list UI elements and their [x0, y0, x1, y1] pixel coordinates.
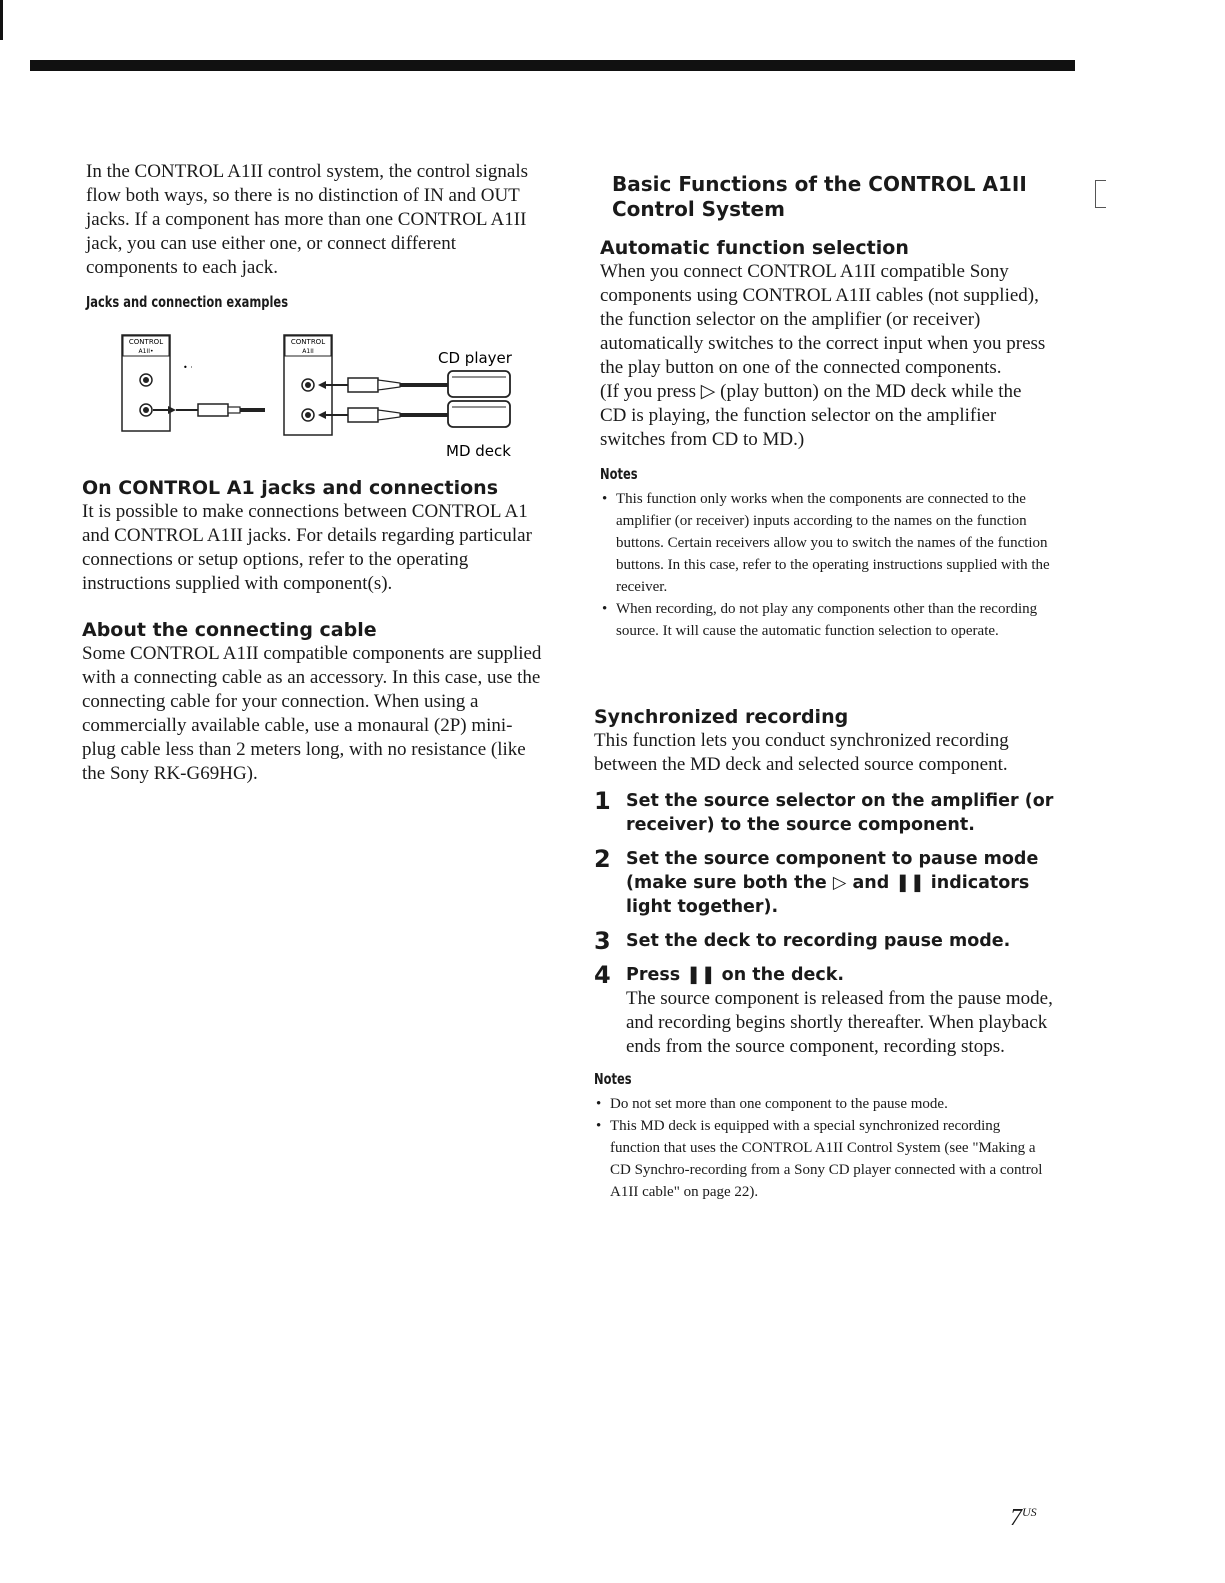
auto-function-heading: Automatic function selection: [600, 237, 909, 259]
margin-tab-marker: [1095, 180, 1106, 208]
step-3: [594, 929, 1054, 953]
jack-label-left: CONTROL: [128, 338, 164, 346]
auto-function-example: (If you press ▷ (play button) on the MD deck while the CD is playing, the function selector on the amplifier switches from CD to MD.): [600, 381, 1022, 450]
cd-player-unit: [448, 371, 510, 397]
section1-body: It is possible to make connections between CONTROL A1 and CONTROL A1II jacks. For details regarding particular connections or setup options, refer to the operating instructions supplied with component(s).: [82, 501, 532, 594]
step-4: [594, 963, 1054, 1059]
page-number: [1010, 1505, 1037, 1532]
header-rule: [30, 60, 1075, 71]
auto-function-body: When you connect CONTROL A1II compatible Sony components using CONTROL A1II cables (not supplied), the function selector on the amplifier (or receiver) automatically switches to the correct input when you press the play button on one of the connected components.: [600, 261, 1046, 378]
plug-left: [198, 404, 228, 416]
section-title: [612, 172, 1032, 222]
diagram-heading: Jacks and connection examples: [86, 293, 289, 311]
section1-heading: On CONTROL A1 jacks and connections: [82, 477, 499, 499]
step-number: 1: [594, 787, 611, 815]
step-number: 2: [594, 845, 611, 873]
plug-cd: [348, 378, 378, 392]
sync-section: [594, 705, 1054, 1203]
step-title: Press ❚❚ on the deck.: [626, 965, 845, 985]
sync-body: This function lets you conduct synchronized recording between the MD deck and selected source component.: [594, 730, 1009, 775]
jack-sublabel-middle: A1II: [302, 348, 314, 355]
right-column: [600, 236, 1052, 642]
jack-sublabel-left: A1II•: [138, 348, 154, 355]
jack-label-middle: CONTROL: [290, 338, 326, 346]
list-item: • When recording, do not play any components other than the recording source. It will cause the automatic function selection to operate.: [600, 598, 1052, 642]
cd-player-label: CD player: [438, 349, 512, 367]
connection-diagram: [110, 325, 530, 465]
list-item: • This function only works when the components are connected to the amplifier (or receiver) inputs according to the names on the function buttons. Certain receivers allow you to switch the names of the function buttons. In this case, refer to the operating instructions supplied with the receiver.: [600, 488, 1052, 598]
step-1: [594, 789, 1054, 837]
list-item: • Do not set more than one component to the pause mode.: [594, 1093, 1054, 1115]
page-title-line1: Basic Functions of the CONTROL A1II: [612, 172, 1027, 196]
notes2-heading: Notes: [594, 1070, 632, 1088]
md-deck-label: MD deck: [446, 442, 511, 460]
page-number-suffix: US: [1022, 1505, 1037, 1519]
plug-md: [348, 408, 378, 422]
step-number: 4: [594, 961, 611, 989]
scan-edge-mark: [0, 0, 3, 40]
sync-heading: Synchronized recording: [594, 706, 849, 728]
section2-body: Some CONTROL A1II compatible components are supplied with a connecting cable as an accessory. In this case, use the connecting cable for your connection. When using a commercially available cable, use a monaural (2P) mini-plug cable less than 2 meters long, with no resistance (like the Sony RK-G69HG).: [82, 643, 542, 784]
intro-paragraph: In the CONTROL A1II control system, the control signals flow both ways, so there is no distinction of IN and OUT jacks. If a component has more than one CONTROL A1II jack, you can use either one, or connect different components to each jack.: [86, 161, 529, 278]
step-title: Set the source component to pause mode (make sure both the ▷ and ❚❚ indicators light together).: [626, 849, 1039, 917]
notes2-list: [594, 1093, 1054, 1203]
step-title: Set the source selector on the amplifier (or receiver) to the source component.: [626, 791, 1054, 835]
page-number-value: 7: [1010, 1505, 1022, 1531]
step-body: The source component is released from the pause mode, and recording begins shortly thereafter. When playback ends from the source component, recording stops.: [626, 988, 1053, 1057]
page-title-line2: Control System: [612, 197, 785, 221]
step-title: Set the deck to recording pause mode.: [626, 931, 1011, 951]
notes1-heading: Notes: [600, 465, 638, 483]
left-column: [86, 160, 542, 312]
step-2: [594, 847, 1054, 919]
list-item: • This MD deck is equipped with a special synchronized recording function that uses the CONTROL A1II Control System (see "Making a CD Synchro-recording from a Sony CD player connected with a control A1II cable" on page 22).: [594, 1115, 1054, 1203]
md-deck-unit: [448, 401, 510, 427]
dots-mark: • ·: [183, 363, 193, 372]
left-column-lower: [82, 476, 542, 786]
section2-heading: About the connecting cable: [82, 619, 377, 641]
notes1-list: [600, 488, 1052, 642]
step-number: 3: [594, 927, 611, 955]
